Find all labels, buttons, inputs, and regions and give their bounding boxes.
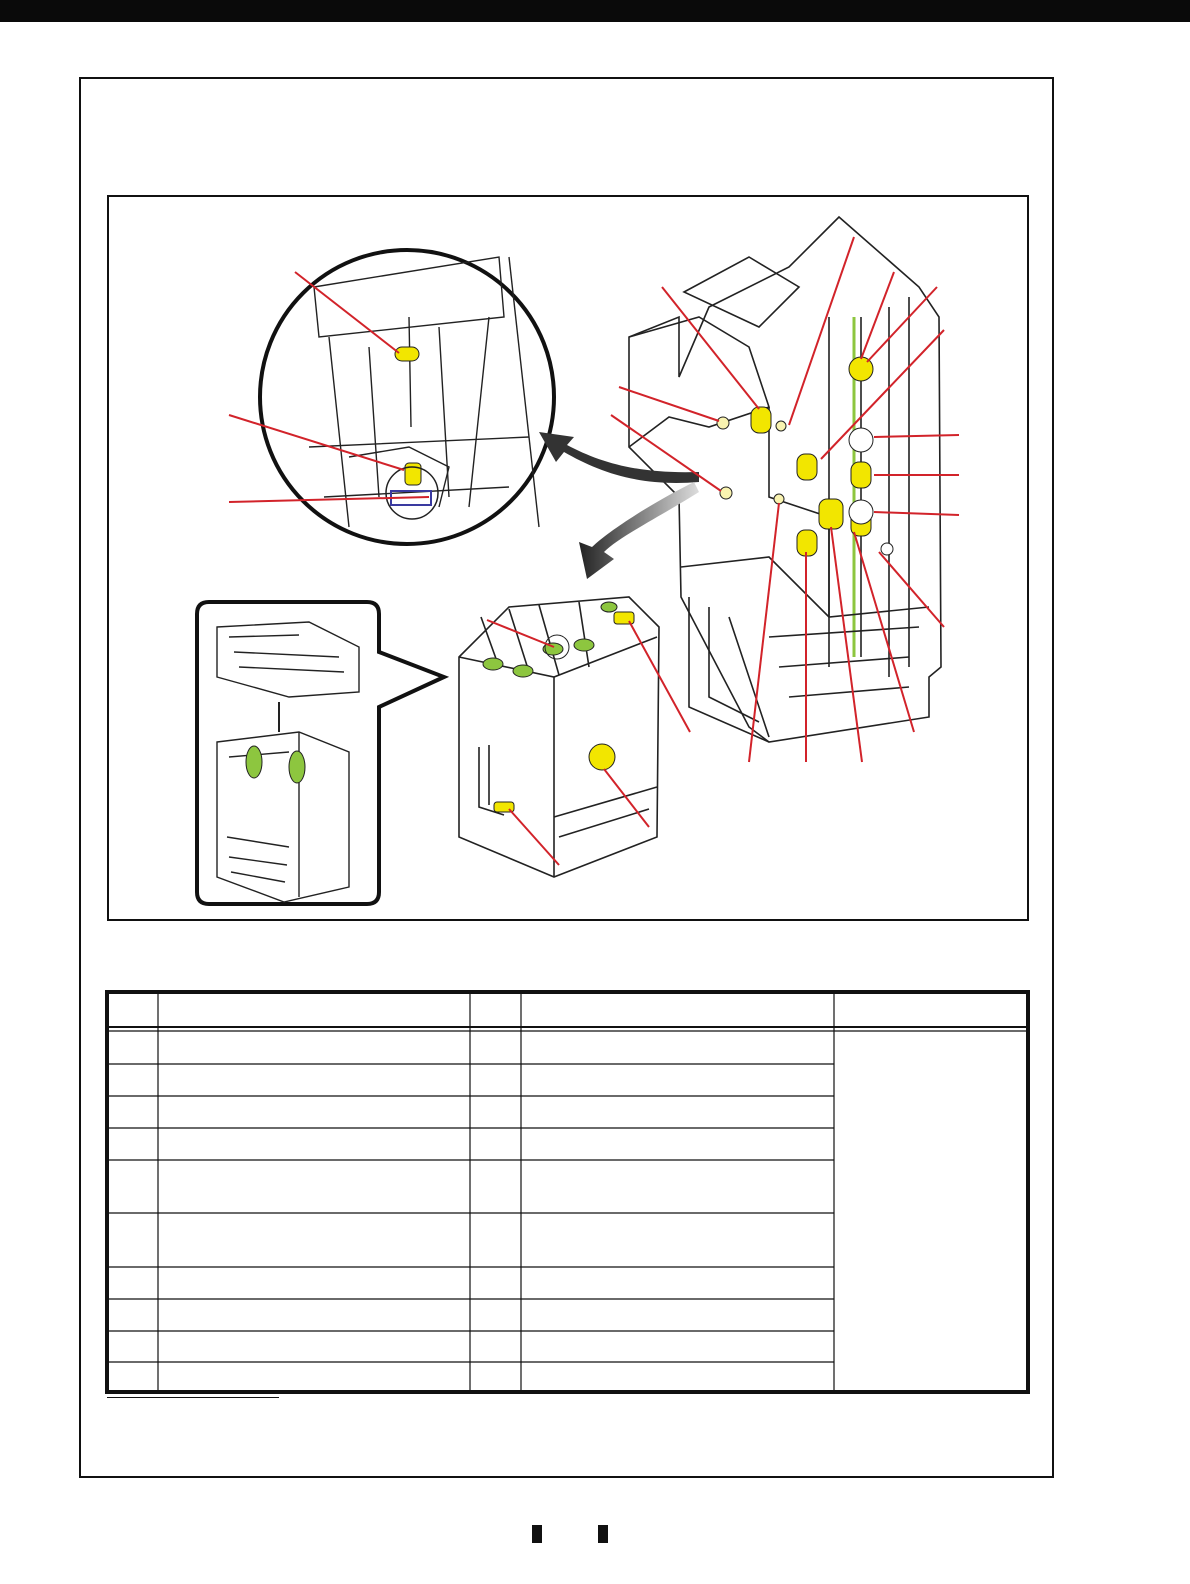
header-cell-5 bbox=[835, 994, 1025, 1027]
footnote-rule bbox=[107, 1397, 279, 1398]
top-black-bar bbox=[0, 0, 1190, 22]
module-drawing bbox=[459, 597, 659, 877]
parts-table bbox=[105, 990, 1030, 1394]
header-cell-2 bbox=[159, 994, 470, 1027]
footer-mark-right bbox=[598, 1525, 608, 1543]
illustration-panel bbox=[107, 195, 1029, 921]
merged-remarks-cell bbox=[835, 1032, 1025, 1390]
footer-mark-left bbox=[532, 1525, 542, 1543]
exploded-diagram bbox=[109, 197, 1029, 921]
direction-arrows bbox=[539, 432, 699, 579]
header-cell-3 bbox=[471, 994, 521, 1027]
main-unit-highlights bbox=[717, 357, 893, 556]
header-cell-1 bbox=[109, 994, 158, 1027]
header-cell-4 bbox=[522, 994, 834, 1027]
inset-callout-box bbox=[197, 602, 444, 904]
